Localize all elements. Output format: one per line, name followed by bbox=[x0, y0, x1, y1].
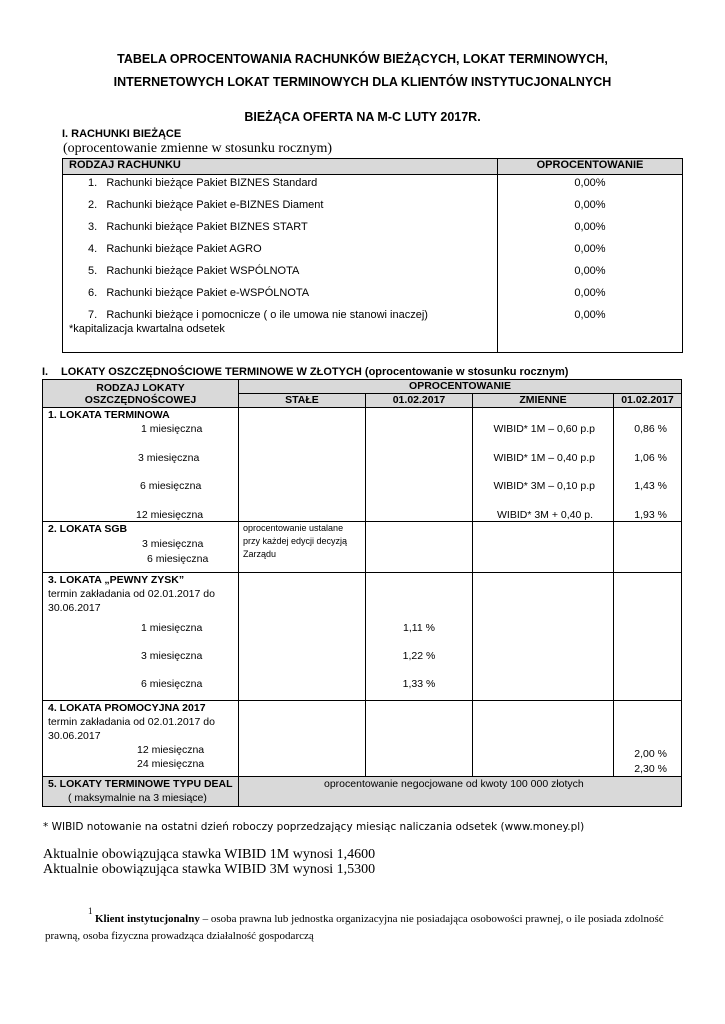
promo-deposit-title: 4. LOKATA PROMOCYJNA 2017 bbox=[48, 702, 206, 714]
client-definition-line1 bbox=[95, 913, 664, 925]
deal-note-cell bbox=[239, 777, 682, 807]
promo-date1-cell bbox=[366, 701, 473, 777]
term-rate-4: 1,93 % bbox=[634, 509, 667, 521]
deposit-col-date1: 01.02.2017 bbox=[366, 394, 473, 408]
section1-subheading: (oprocentowanie zmienne w stosunku rocznym) bbox=[63, 141, 333, 156]
account-row-5: 5. Rachunki bieżące Pakiet WSPÓLNOTA bbox=[88, 265, 300, 277]
term-rate-cell bbox=[614, 408, 682, 522]
deposit-col-type: RODZAJ LOKATY OSZCZĘDNOŚCOWEJ bbox=[43, 380, 239, 408]
pewny-zysk-rate-3: 1,33 % bbox=[402, 678, 436, 690]
pewny-zysk-rate-cell bbox=[366, 573, 473, 701]
account-row-4: 4. Rachunki bieżące Pakiet AGRO bbox=[88, 243, 262, 255]
term-wibid-4: WIBID* 3M + 0,40 p. bbox=[497, 509, 593, 521]
sgb-date1-cell bbox=[366, 522, 473, 573]
pewny-zysk-date2-cell bbox=[614, 573, 682, 701]
term-wibid-1: WIBID* 1M – 0,60 p.p bbox=[493, 423, 595, 435]
pewny-zysk-title: 3. LOKATA „PEWNY ZYSK” bbox=[48, 574, 185, 586]
promo-rate-2: 2,30 % bbox=[634, 763, 667, 775]
account-row-3: 3. Rachunki bieżące Pakiet BIZNES START bbox=[88, 221, 308, 233]
capitalization-note: *kapitalizacja kwartalna odsetek bbox=[69, 323, 225, 335]
account-rate-1: 0,00% bbox=[574, 177, 606, 189]
pewny-zysk-term-2: 30.06.2017 bbox=[48, 602, 101, 614]
doc-title-line1: TABELA OPROCENTOWANIA RACHUNKÓW BIEŻĄCYCH, LOKAT TERMINOWYCH, bbox=[117, 52, 608, 66]
account-rate-6: 0,00% bbox=[574, 287, 606, 299]
deposit-col-fixed: STAŁE bbox=[239, 394, 366, 408]
account-rate-2: 0,00% bbox=[574, 199, 606, 211]
pewny-zysk-term-1: termin zakładania od 02.01.2017 do bbox=[48, 588, 215, 600]
term-wibid-2: WIBID* 1M – 0,40 p.p bbox=[493, 452, 595, 464]
wibid-footnote: * WIBID notowanie na ostatni dzień roboczy poprzedzający miesiąc naliczania odsetek (www.money.pl) bbox=[43, 821, 585, 833]
promo-rate-cell bbox=[614, 701, 682, 777]
client-definition-line2: prawną, osoba fizyczna prowadząca działalność gospodarczą bbox=[45, 930, 314, 942]
term-fixed-cell bbox=[239, 408, 366, 522]
pewny-zysk-rate-1: 1,11 % bbox=[403, 622, 435, 634]
deposits-table bbox=[42, 379, 682, 807]
term-period-3: 6 miesięczna bbox=[140, 480, 202, 492]
section2-heading-num: I. bbox=[42, 366, 49, 378]
section1-heading: I. RACHUNKI BIEŻĄCE bbox=[62, 128, 182, 140]
doc-title-line2: INTERNETOWYCH LOKAT TERMINOWYCH DLA KLIENTÓW INSTYTUCJONALNYCH bbox=[113, 75, 612, 89]
promo-rate-1: 2,00 % bbox=[634, 748, 667, 760]
pewny-zysk-variable-cell bbox=[473, 573, 614, 701]
sgb-period-2: 6 miesięczna bbox=[147, 553, 209, 565]
pewny-zysk-period-1: 1 miesięczna bbox=[141, 622, 203, 634]
deposit-col-date2: 01.02.2017 bbox=[614, 394, 682, 408]
wibid-3m-rate: Aktualnie obowiązująca stawka WIBID 3M wynosi 1,5300 bbox=[43, 862, 376, 877]
sgb-period-1: 3 miesięczna bbox=[142, 538, 204, 550]
sgb-date2-cell bbox=[614, 522, 682, 573]
promo-term-2: 30.06.2017 bbox=[48, 730, 101, 742]
term-period-4: 12 miesięczna bbox=[136, 509, 204, 521]
client-definition-term: Klient instytucjonalny bbox=[95, 913, 200, 925]
pewny-zysk-rate-2: 1,22 % bbox=[402, 650, 436, 662]
deal-deposit-subtitle: ( maksymalnie na 3 miesiące) bbox=[68, 792, 207, 804]
account-row-1: 1. Rachunki bieżące Pakiet BIZNES Standard bbox=[88, 177, 318, 189]
term-rate-1: 0,86 % bbox=[634, 423, 667, 435]
deposit-col-variable: ZMIENNE bbox=[473, 394, 614, 408]
promo-deposit-cell bbox=[43, 701, 239, 777]
sgb-note-line3: Zarządu bbox=[243, 549, 277, 559]
account-rate-3: 0,00% bbox=[574, 221, 606, 233]
term-rate-2: 1,06 % bbox=[634, 452, 667, 464]
wibid-1m-rate: Aktualnie obowiązująca stawka WIBID 1M wynosi 1,4600 bbox=[43, 847, 376, 862]
sgb-note-line1: oprocentowanie ustalane bbox=[243, 523, 344, 533]
term-period-2: 3 miesięczna bbox=[138, 452, 200, 464]
deal-note: oprocentowanie negocjowane od kwoty 100 000 złotych bbox=[324, 778, 584, 790]
deposit-col-group: OPROCENTOWANIE bbox=[239, 380, 682, 394]
deal-deposit-title: 5. LOKATY TERMINOWE TYPU DEAL bbox=[48, 778, 233, 790]
account-row-2: 2. Rachunki bieżące Pakiet e-BIZNES Diament bbox=[88, 199, 324, 211]
rates-list-cell bbox=[498, 175, 683, 353]
pewny-zysk-period-3: 6 miesięczna bbox=[141, 678, 203, 690]
term-deposit-cell bbox=[43, 408, 239, 522]
term-wibid-cell bbox=[473, 408, 614, 522]
promo-fixed-cell bbox=[239, 701, 366, 777]
promo-period-2: 24 miesięczna bbox=[137, 758, 205, 770]
col-header-type: RODZAJ RACHUNKU bbox=[63, 159, 498, 175]
pewny-zysk-cell bbox=[43, 573, 239, 701]
term-date1-cell bbox=[366, 408, 473, 522]
term-period-1: 1 miesięczna bbox=[141, 423, 203, 435]
accounts-list-cell bbox=[63, 175, 498, 353]
term-rate-3: 1,43 % bbox=[634, 480, 667, 492]
promo-period-1: 12 miesięczna bbox=[137, 744, 205, 756]
offer-title: BIEŻĄCA OFERTA NA M-C LUTY 2017R. bbox=[244, 110, 481, 124]
deal-deposit-cell bbox=[43, 777, 239, 807]
account-row-7: 7. Rachunki bieżące i pomocnicze ( o ile umowa nie stanowi inaczej) bbox=[88, 309, 428, 321]
account-row-6: 6. Rachunki bieżące Pakiet e-WSPÓLNOTA bbox=[88, 287, 310, 299]
pewny-zysk-period-2: 3 miesięczna bbox=[141, 650, 203, 662]
account-rate-4: 0,00% bbox=[574, 243, 606, 255]
client-definition-text: – osoba prawna lub jednostka organizacyjna nie posiadająca osobowości prawnej, o ile posiada zdolność bbox=[199, 913, 664, 925]
sgb-deposit-cell bbox=[43, 522, 239, 573]
sgb-fixed-cell bbox=[239, 522, 366, 573]
footnote-marker: 1 bbox=[88, 906, 93, 916]
pewny-zysk-fixed-cell bbox=[239, 573, 366, 701]
sgb-variable-cell bbox=[473, 522, 614, 573]
account-rate-7: 0,00% bbox=[574, 309, 606, 321]
sgb-note-line2: przy każdej edycji decyzją bbox=[243, 536, 348, 546]
col-header-rate: OPROCENTOWANIE bbox=[498, 159, 683, 175]
promo-term-1: termin zakładania od 02.01.2017 do bbox=[48, 716, 215, 728]
section2-heading: LOKATY OSZCZĘDNOŚCIOWE TERMINOWE W ZŁOTYCH (oprocentowanie w stosunku rocznym) bbox=[61, 366, 569, 378]
sgb-deposit-title: 2. LOKATA SGB bbox=[48, 523, 128, 535]
current-accounts-table bbox=[62, 158, 683, 353]
account-rate-5: 0,00% bbox=[574, 265, 606, 277]
term-wibid-3: WIBID* 3M – 0,10 p.p bbox=[493, 480, 595, 492]
promo-variable-cell bbox=[473, 701, 614, 777]
term-deposit-title: 1. LOKATA TERMINOWA bbox=[48, 409, 170, 421]
